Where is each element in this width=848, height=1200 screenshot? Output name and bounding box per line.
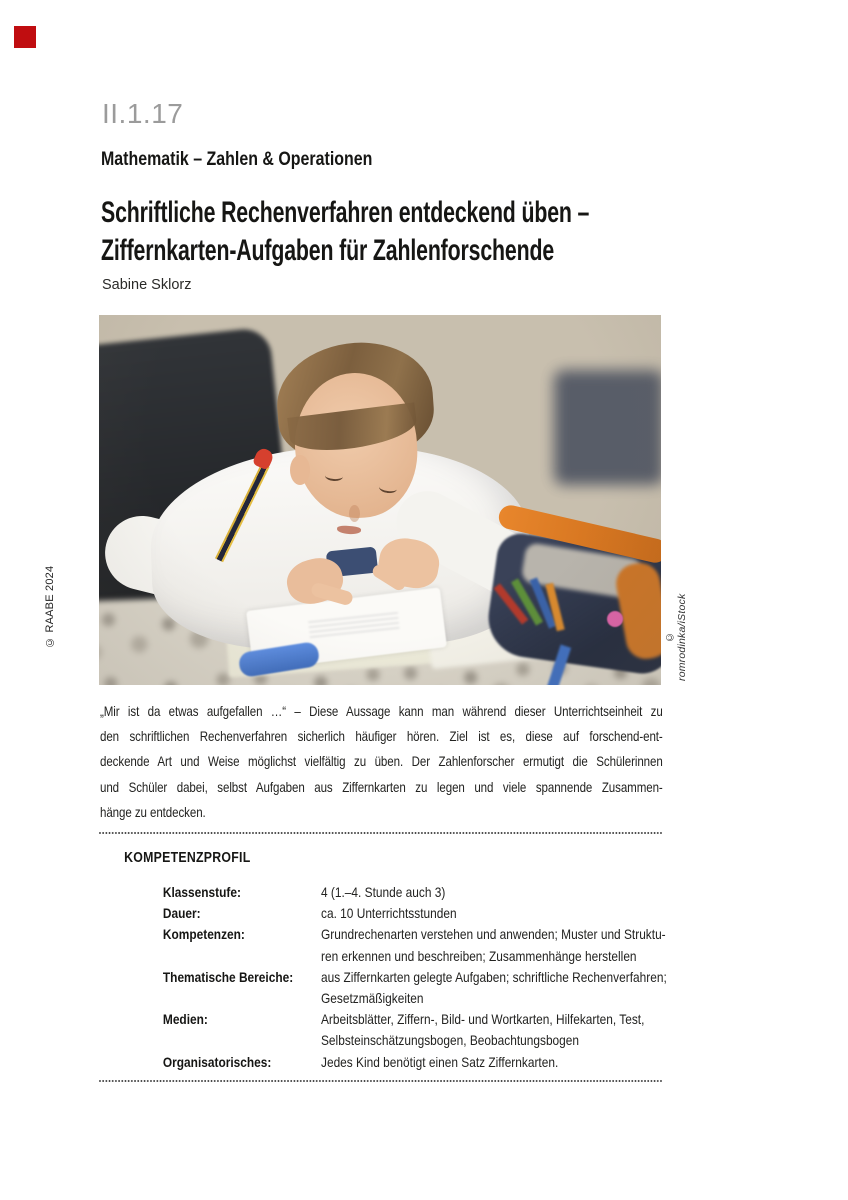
dotted-divider-bottom [99,1080,662,1082]
profile-row-label: Dauer: [162,905,201,922]
photo-boy-writing [99,315,661,685]
profile-row-label: Thematische Bereiche: [162,968,294,985]
kompetenzprofil-heading: KOMPETENZPROFIL [124,850,251,866]
red-corner-marker [14,26,36,48]
paragraph-line: hänge zu entdecken. [100,804,206,820]
profile-row-label: Medien: [162,1011,208,1028]
profile-row-label: Organisatorisches: [162,1053,272,1070]
paragraph-line: „Mir ist da etwas aufgefallen …“ – Diese Aussage kann man während dieser Unterrichtseinheit zu [100,704,663,719]
profile-row-value: aus Ziffernkarten gelegte Aufgaben; schriftliche Rechenverfahren; Gesetzmäßigkeiten [321,968,667,1007]
profile-row-value: Arbeitsblätter, Ziffern-, Bild- und Wortkarten, Hilfekarten, Test, Selbsteinschätzungsbogen, Beobachtungsbogen [321,1011,645,1049]
intro-paragraph [100,699,663,825]
profile-row-value: 4 (1.–4. Stunde auch 3) [321,884,446,900]
page-title-line-1: Schriftliche Rechenverfahren entdeckend üben – [101,196,590,229]
profile-row-value: Grundrechenarten verstehen und anwenden; Muster und Struktu- ren erkennen und beschreiben; Zusammenhänge herstellen [321,926,666,964]
doc-code: II.1.17 [102,98,184,129]
page-title [101,194,589,270]
dotted-divider-top [99,832,662,834]
profile-row-label: Kompetenzen: [162,926,245,943]
photo-credit: © romrodinka/iStock [664,593,688,681]
profile-row-value: Jedes Kind benötigt einen Satz Ziffernkarten. [321,1053,559,1070]
paragraph-line: den schriftlichen Rechenverfahren sicherlich häufiger hören. Ziel ist es, diese auf forschend-ent- [100,729,663,745]
profile-row-value: ca. 10 Unterrichtsstunden [321,905,457,922]
kompetenzprofil-grid [151,882,729,1073]
author-name: Sabine Sklorz [102,277,192,293]
page-title-line-2: Ziffernkarten-Aufgaben für Zahlenforschende [101,234,555,267]
subject-line: Mathematik – Zahlen & Operationen [101,149,373,170]
photo-vignette [99,315,661,685]
copyright-sidebar: © RAABE 2024 [44,565,56,649]
paragraph-line: und Schüler dabei, selbst Aufgaben aus Ziffernkarten zu legen und viele spannende Zusammen- [100,779,663,795]
profile-row-label: Klassenstufe: [162,884,241,900]
paragraph-line: deckende Art und Weise möglichst vielfältig zu üben. Der Zahlenforscher ermutigt die Schülerinnen [100,754,663,770]
